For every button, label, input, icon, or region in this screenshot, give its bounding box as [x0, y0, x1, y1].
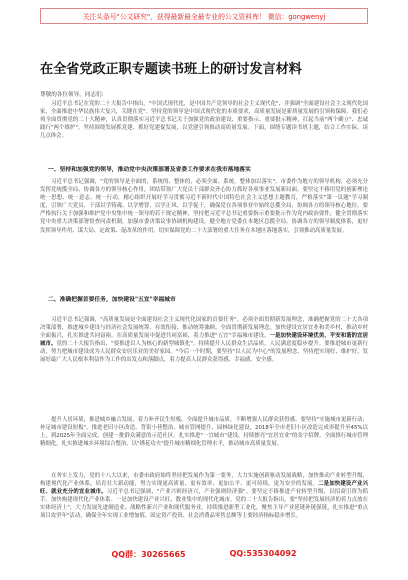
paragraph-urbanization-text: 党的二十大报告指出，"要推进以人为核心的新型城镇化"。持续提升人民群众生活品质，人民满意度稳步提升。要推进城市更新行动，努力把城市建设成为人民群众安居乐业的美好家园。"今后一个时期，要坚持"以人民为中心"的发展理念，坚持把实现好、维护好、发展好最广大人民根本利益作为工作的出发点和落脚点，着力提高人民群众获得感、幸福感、安全感。: [40, 341, 368, 364]
section-heading-1: 一、坚持和加强党的领导，推动党中央决策部署及省委工作要求在我市落地落实: [48, 167, 251, 173]
highlight-business-city: 二是加快建设产业兴旺、就业充分的宜业城市。: [40, 481, 368, 496]
footer-qq: QQ:535304092: [229, 549, 297, 558]
paragraph-quality-development: [40, 316, 368, 365]
promo-banner-text: 关注头条号"公文研究"，获得最新最全最专业的公文资料库！ 微信：gongwenyj: [82, 13, 326, 21]
greeting: 尊敬的各位领导，同志们：: [40, 92, 108, 98]
paragraph-quality-text: 习近平总书记强调，"高质量发展是全面建设社会主义现代化国家的首要任务"。必须全面贯彻新发展理念，准确把握党的二十大各项决策部署，推进城乡建设与经济社会发展统筹、有效衔接、推动统筹兼顾、全面贯彻新发展理念。加快建设宜居宜业和美乡村，推动乡村全面振兴，扎实推进共同富裕，在高质量发展中促进共同富裕，着力推进"五宜"幸福城市建设。: [40, 317, 368, 340]
paragraph-living-environment: 提升人居环境，推进城乡融合发展，着力补齐民生短板，全面提升城市品质，不断增强人民群众获得感。要坚持"实施城市更新行动，补足城市建设短板"，推进老旧小区改造、背街小巷整治、城市管网提升、园林绿化建设，2018年全市老旧小区改造完成率提升至45%以上，到2025年全面完成，创建一批群众满意的示范社区。扎实推进"一宜城市"建设，持续擦亮"宜居宜业"的金字招牌，全面推行城市管理精细化，扎实推进城乡环境综合整治，以"绣花功夫"提升城市精细化管理水平，推动城市高质量发展。: [40, 417, 368, 448]
document-title: 在全省党政正职专题读书班上的研讨发言材料: [40, 62, 302, 77]
paragraph-industry-text: 在务实上发力，党的十八大以来，市委市政府始终坚持把发展作为第一要务，大力实施创新驱动发展战略，加快推动产业转型升级，构建现代化产业体系，培育壮大新动能，努力实现更高质量、更有效率、更加公平、更可持续、更为安全的发展。: [40, 473, 368, 488]
highlight-livable-city: 一是加快建设环境优美、平安和谐的宜居城市。: [40, 333, 368, 348]
paragraph-industry-detail: 习近平总书记强调，"产业兴则经济兴，产业强则经济强"。要坚定不移推进产业转型升级，以招商引资为抓手，加快构建现代化产业体系。一是加快建设产业兴旺、数业集中的现代化城市。党的二十大报告指出，要"坚持把发展经济的着力点放在实体经济上"，大力发展先进制造业、战略性新兴产业和现代服务业。持续推进新型工业化，聚焦主导产业延链补链强链，扎实推进"重点项目攻坚年"活动，确保全年实现工业增加值、固定资产投资、社会消费品零售总额等主要经济指标稳步增长。: [40, 489, 368, 520]
paragraph-intro: 习近平总书记在党的二十大报告中指出，"中国式现代化，是中国共产党领导的社会主义现代化"，并强调"全面建设社会主义现代化国家，全面推进中华民族伟大复兴，关键在党"。坚持党的领导是中国式现代化的本质要求，高质量发展是新质量发展的引领和保障。我们必须全面贯彻党的二十大精神，认真贯彻落实习近平总书记关于加强党的政治建设、重要指示、重要批示精神，扛起当前"两个确立"、忠诚践行"两个维护"，坚持围绕发展抓党建、抓好党建促发展，以党建引领推动高质量发展。下面，围绕专题读书班主题，结合工作实际，谈几点体会。: [40, 101, 368, 140]
promo-banner: [40, 8, 368, 24]
paragraph-party-leadership: 习近平总书记强调，"党的领导是全面的、系统的、整体的，必须全面、系统、整体加以落实"。市委作为地方的领导机构，必须充分发挥党统揽全局、协调各方的领导核心作用，团结带领广大党员干部群众齐心协力抓好各项事业发展新局面。要坚定不移用党的创新理论统一思想、统一意志、统一行动，精心组织开展好学习贯彻习近平新时代中国特色社会主义思想主题教育，严格落实"第一议题"学习制度，引领广大党员、干部以学铸魂、以学增智、以学正风、以学促干，确保党在各项事业中始终总揽全局、协调各方的领导核心地位。要严格执行关于加强和维护党中央集中统一领导的若干规定精神，坚持把习近平总书记重要指示重要批示作为党内政治要件，健全贯彻落实党中央重大决策部署督查问责机制，加强市委决策议事协调机构建设，健全地方党委在本地区总揽全局、协调各方的领导制度体系，更好发挥领导作用、谋大局、定政策、促改革的作用。切实保障党的二十大部署的重大任务在本地区落地落实，引领推动高质量发展。: [40, 179, 368, 234]
paragraph-industry: [40, 472, 368, 521]
footer-qq-group: QQ群：30265665: [111, 550, 186, 559]
section-heading-2: 二、准确把握首要任务，加快建设"五宜"幸福城市: [48, 297, 176, 303]
footer-contacts: [0, 549, 408, 563]
